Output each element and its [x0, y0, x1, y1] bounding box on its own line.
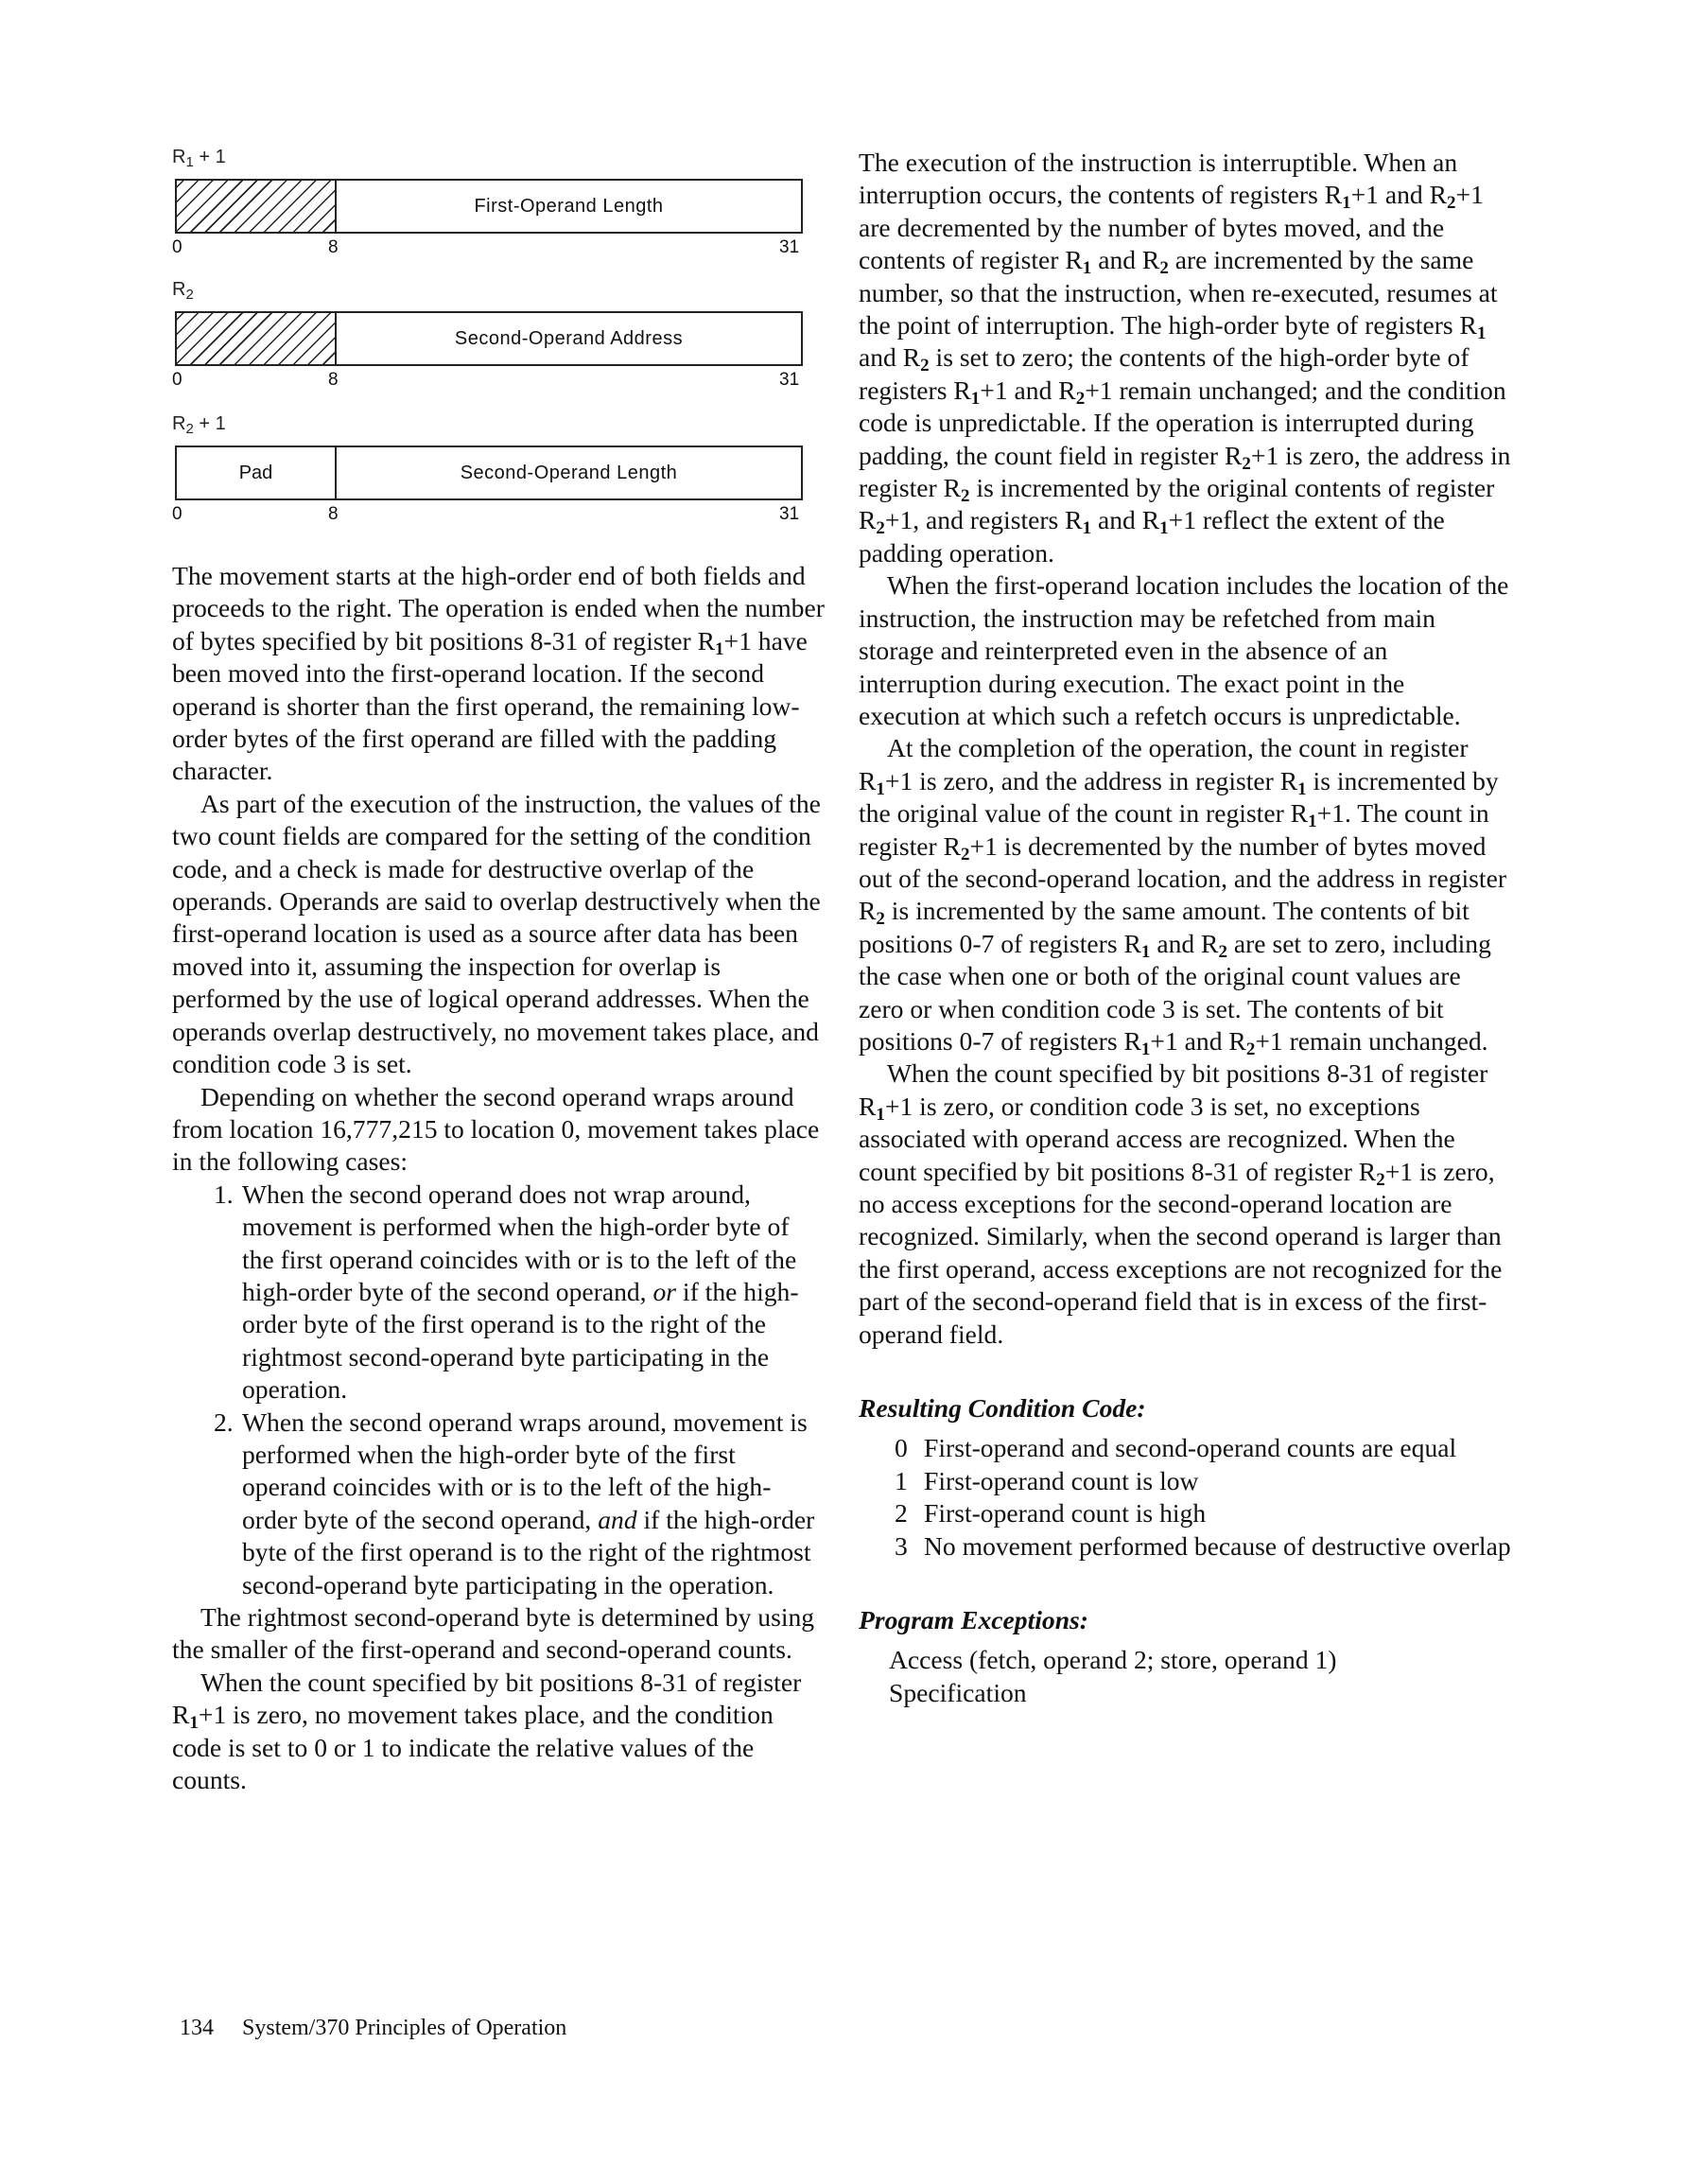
bit-number: 0 — [172, 370, 183, 390]
paragraph: When the count specified by bit positions 8-31 of register $R_1+1$ is zero, or condition code 3 is set, no exceptions associated with operand access are recognized. When the count specified by bit positions 8-31 of register $R_2+1$ is zero, no access exceptions for the second-operand location are recognized. Similarly, when the second operand is larger than the first operand, access exceptions are not recognized for the part of the second-operand field that is in excess of the first-operand field. — [859, 1058, 1503, 1349]
unused-bits-hatch — [177, 181, 337, 232]
paragraph: When the first-operand location includes the location of the instruction, the instruction may be refetched from main storage and reinterpreted even in the absence of an interruption during execution. The exact point in the execution at which such a refetch occurs is unpredictable. — [859, 570, 1509, 730]
emphasis: and — [598, 1504, 637, 1534]
condition-code-list — [859, 1432, 1511, 1563]
section-heading-program-exceptions: Program Exceptions: — [859, 1605, 1088, 1635]
register-r2-plus-1 — [172, 413, 813, 544]
register-label: $R_2$ — [172, 279, 194, 303]
register-box — [175, 179, 803, 234]
code-number: 1 — [895, 1465, 908, 1495]
paragraph: The rightmost second-operand byte is determined by using the smaller of the first-operand and second-operand counts. — [172, 1602, 815, 1665]
list-text: if the high-order byte of the first operand is to the right of the rightmost second-operand byte participating in the operation. — [242, 1276, 799, 1405]
field-name: Second-Operand Length — [460, 463, 678, 483]
list-text: When the second operand wraps around, movement is performed when the high-order byte of the first operand coincides with or is to the left of the high-order byte of the second operand, — [242, 1406, 808, 1534]
bit-number: 31 — [779, 504, 800, 524]
left-column — [172, 560, 825, 1796]
code-number: 2 — [895, 1498, 908, 1529]
register-r2 — [172, 279, 813, 410]
list-item — [172, 1406, 825, 1601]
field-name: Second-Operand Address — [454, 328, 684, 349]
exception-item: Access (fetch, operand 2; store, operand 1) — [889, 1645, 1337, 1675]
condition-code-item — [859, 1497, 1511, 1529]
list-text: When the second operand does not wrap around, movement is performed when the high-order byte of the first operand coincides with or is to the left of the high-order byte of the second operand, — [242, 1179, 797, 1306]
register-box — [175, 311, 803, 366]
bit-number: 31 — [779, 370, 800, 390]
list-number: 1. — [214, 1179, 234, 1209]
pad-field: Pad — [177, 447, 337, 498]
case-list — [172, 1179, 825, 1601]
exception-item: Specification — [889, 1677, 1027, 1707]
register-diagram — [172, 147, 813, 534]
register-label: $R_2 + 1$ — [172, 413, 226, 437]
section-heading-condition-code: Resulting Condition Code: — [859, 1393, 1146, 1424]
code-text: First-operand count is low — [924, 1465, 1199, 1495]
bit-number: 8 — [328, 370, 339, 390]
bit-number: 8 — [328, 504, 339, 524]
condition-code-item — [859, 1432, 1511, 1464]
code-number: 0 — [895, 1433, 908, 1463]
paragraph: As part of the execution of the instruction, the values of the two count fields are compared for the setting of the condition code, and a check is made for destructive overlap of the operands. Operands are said to overlap destructively when the first-operand location is used as a source after data has been moved into it, assuming the inspection for overlap is performed by the use of logical operand addresses. When the operands overlap destructively, no movement takes place, and condition code 3 is set. — [172, 788, 821, 1079]
bit-number: 31 — [779, 237, 800, 257]
condition-code-item — [859, 1465, 1511, 1497]
page-footer — [180, 2016, 566, 2041]
field-name: First-Operand Length — [474, 196, 664, 217]
bit-number: 8 — [328, 237, 339, 257]
right-column — [859, 147, 1511, 1709]
condition-code-item — [859, 1530, 1511, 1563]
paragraph: The execution of the instruction is interruptible. When an interruption occurs, the contents of registers $R_1+1$ and $R_2+1$ are decremented by the number of bytes moved, and the contents of register $R_1$ and $R_2$ are incremented by the same number, so that the instruction, when re-executed, resumes at the point of interruption. The high-order byte of registers $R_1$ and $R_2$ is set to zero; the contents of the high-order byte of registers $R_1+1$ and $R_2+1$ remain unchanged; and the condition code is unpredictable. If the operation is interrupted during padding, the count field in register $R_2+1$ is zero, the address in register $R_2$ is incremented by the original contents of register $R_2+1$, and registers $R_1$ and $R_1+1$ reflect the extent of the padding operation. — [859, 148, 1511, 568]
paragraph: Depending on whether the second operand wraps around from location 16,777,215 to location 0, movement takes place in the following cases: — [172, 1081, 820, 1177]
bit-number: 0 — [172, 504, 183, 524]
list-text: if the high-order byte of the first operand is to the right of the rightmost second-operand byte participating in the operation. — [242, 1504, 815, 1599]
page-number: 134 — [180, 2016, 214, 2040]
publication-title: System/370 Principles of Operation — [242, 2016, 567, 2040]
register-r1-plus-1 — [172, 147, 813, 277]
list-item — [172, 1179, 825, 1406]
bit-number: 0 — [172, 237, 183, 257]
code-text: First-operand and second-operand counts are equal — [924, 1433, 1457, 1463]
register-box — [175, 446, 803, 500]
unused-bits-hatch — [177, 313, 337, 364]
code-text: First-operand count is high — [924, 1498, 1207, 1529]
paragraph: When the count specified by bit positions 8-31 of register $R_1+1$ is zero, no movement takes place, and the condition code is set to 0 or 1 to indicate the relative values of the counts. — [172, 1667, 802, 1795]
code-number: 3 — [895, 1530, 908, 1561]
list-number: 2. — [214, 1406, 234, 1437]
emphasis: or — [652, 1276, 677, 1306]
paragraph: The movement starts at the high-order end of both fields and proceeds to the right. The operation is ended when the number of bytes specified by bit positions 8-31 of register $R_1+1$ have been moved into the first-operand location. If the second operand is shorter than the first operand, the remaining low-order bytes of the first operand are filled with the padding character. — [172, 561, 825, 786]
register-label: $R_1 + 1$ — [172, 147, 226, 170]
paragraph: At the completion of the operation, the count in register $R_1+1$ is zero, and the address in register $R_1$ is incremented by the original value of the count in register $R_1+1$. The count in register $R_2+1$ is decremented by the number of bytes moved out of the second-operand location, and the address in register $R_2$ is incremented by the same amount. The contents of bit positions 0-7 of registers $R_1$ and $R_2$ are set to zero, including the case when one or both of the original count values are zero or when condition code 3 is set. The contents of bit positions 0-7 of registers $R_1+1$ and $R_2+1$ remain unchanged. — [859, 733, 1507, 1059]
code-text: No movement performed because of destructive overlap — [924, 1530, 1511, 1561]
